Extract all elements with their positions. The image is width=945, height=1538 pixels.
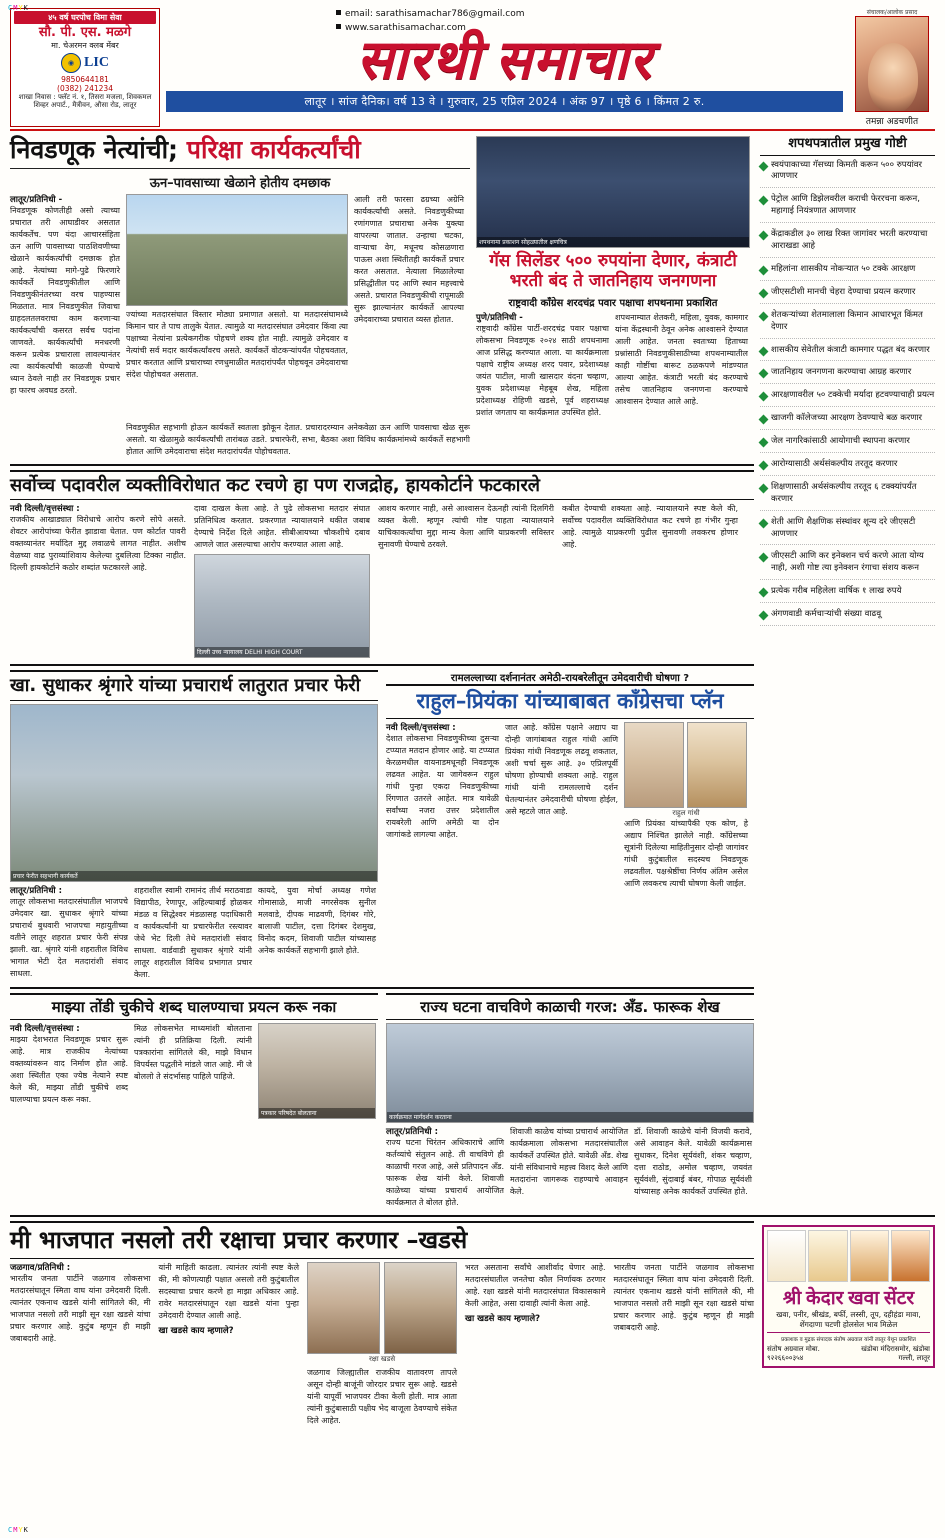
diamond-bullet-icon (759, 346, 769, 356)
diamond-bullet-icon (759, 461, 769, 471)
rahul-photo (624, 722, 684, 808)
gas-subhead: राष्ट्रवादी काँग्रेस शरदचंद्र पवार पक्षाचा शपथनामा प्रकाशित (508, 297, 718, 309)
diamond-bullet-icon (759, 518, 769, 528)
list-item (760, 287, 935, 304)
list-item (760, 551, 935, 580)
diamond-bullet-icon (759, 265, 769, 275)
rail-item-text: शेती आणि शैक्षणिक संस्थांवर शून्य दरे जीएसटी आणणार (771, 516, 916, 539)
ad-contact-left: संतोष अग्रवाल मोबा. ९२२६६००३५४ (767, 1345, 820, 1363)
farooq-col2: शिवाजी काळेच यांच्या प्रचारार्थ आयोजित कार्यक्रमाला लोकसभा मतदारसंघातील कार्यकर्ते उपस्थित होते. यावेळी अँड. शेख यांनी संविधानाचे महत्त्व विशद केले आणि मतदारांना जागरूक राहण्याचे आवाहन केले. (510, 1126, 628, 1196)
anchor-credit: संचालक/आलोक प्रसाद (866, 9, 918, 16)
tongue-photo (258, 1023, 376, 1119)
court-col1: राजकीय आखाड्यात विरोधाचे आरोप करणे सोपे असते. शेवटर आरोपांच्या फेरीत झाडावा घेतात. पण कोर्टात पावरी वक्तव्यानंतर मर्यादित मुद्द लवाळचे लागत नाहीत. अशीच वेळच्या वाढ पुराव्यांशिवाय केलेल्या दुबलित्वा टिक्का नाहीत. दिल्ली हायकोर्टाने कठोर शब्दांत फटकारले आहे. (10, 515, 186, 573)
rail-item-text: जेल नागरिकांसाठी आयोगाची स्थापना करणार (771, 436, 910, 447)
farooq-byline: लातूर/प्रतिनिधी : (386, 1126, 438, 1137)
shringare-col1: लातूर लोकसभा मतदारसंघातील भाजपचे उमेदवार खा. सुधाकर श्रृंगारे यांच्या प्रचारार्थ बुधवारी भाजपचा महायुतीच्या वतीने लातूर शहरात प्रचार फेरी संपन्न झाली. खा. श्रृंगारे यांनी शहरातील विविध भागात भेटी देत मतदारांशी संवाद साधला. (10, 896, 128, 978)
shringare-photo (10, 704, 378, 882)
lead-col3: आली तरी फारसा ढग्रच्या अग्रेनि कार्यकर्त्यांची असते. निवडणुकीच्या रणांगणात प्रचाराचा अनेक युक्त्या वापरल्या जातात. उन्हाचा चटका, वाऱ्याचा वेग, मधूनच कोसळणारा पाऊस अशा स्थितीतही कार्यकर्ते प्रचार करत असतात. नेत्याला मिळालेल्या प्रसिद्धीतील पद आणि स्थान महत्त्वाचे असते. प्रचारात निवडणुकीची रापूमाळी सुरू झाल्यानंतर कार्यकर्ते आपल्या उमेदवाराच्या प्रचारात व्यस्त होतात. (354, 194, 464, 324)
masthead-issue-strip: लातूर । सांज दैनिक। वर्ष 13 वे । गुरुवार, 25 एप्रिल 2024 । अंक 97 । पृष्ठे 6 । किंमत 2 रु. (166, 91, 843, 112)
article-shringare (10, 670, 378, 981)
masthead-center (166, 8, 843, 127)
khadse-question-2: खा खडसे काय म्हणाले? (465, 1313, 541, 1324)
rail-item-text: शिक्षणासाठी अर्थसंकल्पीय तरतूद ६ टक्क्यांपर्यंत करणार (771, 481, 917, 504)
shringare-col3: कायदे, युवा मोर्चा अध्यक्ष गणेश गोमासाळे, माजी नगरसेवक सुनील मलवाडे, दीपक माढवणी, दिगंबर गोरे, बालाजी पाटील, दत्ता दिगंबर देशमुख, विनोद कदम, शिवाजी पाटील यांच्यासह अनेक कार्यकर्ते सहभागी झाले होते. (258, 885, 376, 955)
diamond-bullet-icon (759, 288, 769, 298)
ad-image-barfi (850, 1230, 889, 1282)
newspaper-title: सारथी समाचार (356, 30, 653, 90)
khadse-photo-caption: रक्षा खडसे (368, 1354, 396, 1363)
rail-item-text: शासकीय सेवेतील कंत्राटी कामगार पद्धत बंद करणार (771, 344, 930, 355)
anchor-name: तमन्ना अडचणीत (865, 117, 919, 127)
rahul-photo-caption: राहुल गांधी (672, 808, 700, 817)
list-item (760, 413, 935, 430)
diamond-bullet-icon (759, 392, 769, 402)
registration-mark-top: CMYK (8, 4, 29, 12)
lead-headline-part1: निवडणूक नेत्यांची; (10, 135, 187, 164)
list-item (760, 586, 935, 603)
lead-col4: निवडणुकीत सहभागी होऊन कार्यकर्ते स्वतःला झोकून देतात. प्रचारादरम्यान अनेकवेळा ऊन आणि पावसाचा खेळ सुरू असतो. या खेळामुळे कार्यकर्त्यांची तारांबळ उडते. प्रचारफेरी, सभा, बैठका अशा विविध कार्यक्रमांमध्ये कार्यकर्ते सहभागी होतात आणि उमेदवाराचा संदेश मतदारांपर्यंत पोहोचवतात. (126, 422, 470, 456)
tongue-photo-caption: पत्रकार परिषदेत बोलताना (259, 1108, 375, 1118)
ad-address: शाखा निवास : फ्लॅट नं. १, तिसरा मजला, शिवकमल शिव्हर अपार्ट., मैत्रीवन, औसा रोड, लातूर (18, 92, 152, 110)
rahul-kicker: रामलल्लाच्या दर्शनानंतर अमेठी-रायबरेलीतून उमेदवारीची घोषणा ? (450, 673, 690, 685)
tongue-col2: मिळ लोकसभेत माध्यमांशी बोलताना त्यांनी ही प्रतिक्रिया दिली. त्यांनी पत्रकारांना सांगितले की, माझे विधान विपर्यस्त पद्धतीने मांडले जात आहे. मी जे बोललो ते संदर्भासह पाहिले पाहिजे. (134, 1023, 252, 1081)
divider (10, 1215, 935, 1217)
list-item (760, 609, 935, 626)
khadse-col2: यांनी माहिती काढला. त्यानंतर त्यांनी स्पष्ट केले की, मी कोणत्याही पक्षात असलो तरी कुटुंबातील सदस्याचा प्रचार करणे हा माझा अधिकार आहे. रावेर मतदारसंघातून रक्षा खडसे यांना पुन्हा उमेदवारी देण्यात आली आहे. (158, 1262, 299, 1320)
bullet-square-icon (336, 24, 341, 29)
list-item (760, 345, 935, 362)
khadse-photo-raksha (307, 1262, 380, 1354)
lead-byline: लातूर/प्रतिनिधी - (10, 194, 63, 205)
farooq-col3: डॉ. शिवाजी काळेचे यांनी विजयी करावे, असे आवाहन केले. यावेळी कार्यक्रमास सुधाकर, दिनेश सूर्यवंशी, शंकर चव्हाण, दत्ता राठोड, अमोल चव्हाण, जयवंत सूर्यवंशी, सुंदाबाई बंबर, गोपाळ सूर्यवंशी यांच्यासह अनेक कार्यकर्ते उपस्थित होते. (634, 1126, 752, 1196)
masthead-anchor (849, 8, 935, 127)
rail-item-text: स्वयंपाकाच्या गॅसच्या किमती करून ५०० रुपयांवर आणणार (771, 159, 922, 182)
divider (10, 464, 754, 466)
rail-item-text: पेट्रोल आणि डिझेलवरील कराची फेररचना करून, महागाई नियंत्रणात आणणार (771, 194, 920, 217)
court-col3: आशय करणार नाही, असे आश्वासन देऊनही त्यांनी दिलगिरी व्यक्त केली. म्हणून त्यांची गोष्ट पाहता न्यायालयाने याचिकाकर्त्यांचा मुद्दा मान्य केला आणि याप्रकरणी सविस्तर सुनावणी घेण्याचे ठरवले. (378, 504, 554, 550)
court-photo (194, 554, 370, 658)
lead-subhead: ऊन–पावसाच्या खेळाने होतीय दमछाक (149, 175, 331, 191)
rail-title: शपथपत्रातील प्रमुख गोष्टी (760, 136, 935, 156)
khadse-headline: मी भाजपात नसलो तरी रक्षाचा प्रचार करणार –खडसे (10, 1221, 754, 1259)
registration-mark-bottom: CMYK (8, 1526, 29, 1534)
lic-emblem-icon: ◉ (61, 53, 81, 73)
masthead-advertisement (10, 8, 160, 127)
diamond-bullet-icon (759, 415, 769, 425)
masthead-email: email: sarathisamachar786@gmail.com (345, 9, 525, 19)
khadse-question-1: खा खडसे काय म्हणाले? (158, 1325, 234, 1336)
gas-byline: पुणे/प्रतिनिधी - (476, 312, 523, 323)
rail-item-text: जीएसटीशी मानची चेहरा देण्याचा प्रयत्न करणार (771, 286, 916, 297)
bottom-advertisement (762, 1221, 935, 1427)
gas-headline: गॅस सिलेंडर ५०० रुपयांना देणार, कंत्राटी भरती बंद ते जातनिहाय जनगणना (489, 251, 737, 292)
divider (10, 987, 754, 989)
article-khadse (10, 1221, 754, 1427)
ad-phone: 9850644181 (61, 74, 109, 84)
court-col4: कबीत देण्याची शक्यता आहे. न्यायालयाने स्पष्ट केले की, सर्वोच्च पदावरील व्यक्तिविरोधात कट रचणे हा गंभीर गुन्हा आहे. त्यामुळे याप्रकरणी पुढील सुनावणी लवकरच होणार आहे. (562, 504, 738, 550)
diamond-bullet-icon (759, 611, 769, 621)
rail-item-text: जातनिहाय जनगणना करण्याचा आग्रह करणार (771, 367, 912, 378)
article-rahul (386, 670, 754, 981)
rahul-col2: जात आहे. काँग्रेस पक्षाने अद्याप या दोन्ही जागांबाबत राहुल गांधी आणि प्रियंका गांधी निवडणूक लढवू शकतात, अशी चर्चा सुरू आहे. ३० एप्रिलपूर्वी घोषणा होण्याची शक्यता आहे. राहुल गांधी यांनी रामलल्लाचे दर्शन घेतल्यानंतर उमेदवारीची घोषणा होईल, असे म्हटले जात आहे. (505, 722, 618, 816)
list-item (760, 194, 935, 223)
khadse-col3: जळगाव जिल्ह्यातील राजकीय वातावरण तापले असून दोन्ही बाजूंनी जोरदार प्रचार सुरू आहे. खडसे यांनी यापूर्वी भाजपवर टीका केली होती. मात्र आता त्यांनी कुटुंबासाठी पक्षीय भेद बाजूला ठेवण्याचे संकेत दिले आहेत. (307, 1367, 457, 1425)
divider (10, 664, 754, 666)
ad-contact-right: खंडोबा मंदिरासमोर, खंडोबा गल्ली, लातूर (861, 1345, 930, 1363)
khadse-col4: भरत असताना सर्वांचे आशीर्वाद घेणार आहे. मतदारसंघातील जनतेचा कौल निर्णायक ठरणार आहे. रक्षा खडसे यांनी मतदारसंघात विकासकामे केली आहेत, असा दावाही त्यांनी केला आहे. (465, 1262, 606, 1308)
diamond-bullet-icon (759, 196, 769, 206)
list-item (760, 310, 935, 339)
diamond-bullet-icon (759, 438, 769, 448)
gas-col2: शपथनाम्यात शेतकरी, महिला, युवक, कामगार यांना केंद्रस्थानी ठेवून अनेक आश्वासने देण्यात आली आहेत. जनता स्वतःच्या हिताच्या प्रश्नांसाठी निवडणुकीसाठीच्या शपथनाम्यातील काही गोष्टींचा बारूट ठळकपणे मांडण्यात आल्या आहेत. कंत्राटी भरती बंद करण्याचे तसेच जातनिहाय जनगणना करण्याचे आश्वासन देण्यात आले आहे. (615, 312, 748, 406)
farooq-photo-caption: कार्यक्रमात मार्गदर्शन करताना (387, 1112, 753, 1122)
rahul-col3: आणि प्रियंका यांच्यापैकी एक कोण, हे अद्याप निश्चित झालेले नाही. काँग्रेसच्या सूत्रांनी दिलेल्या माहितीनुसार दोन्ही जागांवर गांधी कुटुंबातील सदस्यच निवडणूक लढवतील. पक्षश्रेष्ठींचा निर्णय अंतिम असेल आणि लवकरच त्याची घोषणा केली जाईल. (624, 818, 748, 888)
khadse-col5: भारतीय जनता पार्टीने जळगाव लोकसभा मतदारसंघातून स्मिता वाघ यांना उमेदवारी दिली. त्यानंतर एकनाथ खडसे यांनी सांगितले की, मी भाजपात नसलो तरी माझी सून रक्षा खडसे यांचा प्रचार करणार आहे. कुटुंब म्हणून ही माझी जबाबदारी आहे. (613, 1262, 754, 1332)
rail-item-text: जीएसटी आणि कर इनेक्शन चर्च करणे आता योग्य नाही, अशी गोष्ट त्या इनेक्शन रंगाचा संशय करून (771, 551, 924, 574)
diamond-bullet-icon (759, 369, 769, 379)
rail-item-text: केंद्राकडील ३० लाख रिक्त जागांवर भरती करण्याचा आराखडा आहे (771, 229, 928, 252)
farooq-headline: राज्य घटना वाचविणे काळाची गरज: अँड. फारूक शेख (386, 993, 754, 1020)
priyanka-photo (687, 722, 747, 808)
article-farooq (386, 993, 754, 1209)
diamond-bullet-icon (759, 311, 769, 321)
rail-item-text: शेतकऱ्यांच्या शेतमालाला किमान आधारभूत किंमत देणार (771, 309, 923, 332)
ad-agent-subtitle: मा. चेअरमन क्लब मेंबर (51, 40, 119, 50)
rail-list (760, 160, 935, 626)
ad-ribbon: ४५ वर्ष घरपोच विमा सेवा (14, 11, 156, 24)
list-item (760, 367, 935, 384)
rail-item-text: आरक्षणावरील ५० टक्केची मर्यादा हटवण्याचाही प्रयत्न (771, 390, 935, 401)
bullet-square-icon (336, 10, 341, 15)
bottom-row (10, 1221, 935, 1427)
rail-item-text: प्रत्येक गरीब महिलेला वार्षिक १ लाख रुपये (771, 586, 902, 597)
gas-photo-caption: शपथनामा प्रकाशन सोहळ्यातील क्षणचित्र (477, 237, 749, 247)
list-item (760, 390, 935, 407)
right-rail (760, 136, 935, 1209)
diamond-bullet-icon (759, 588, 769, 598)
ad-shop-items: खवा, पनीर, श्रीखंड, बर्फी, लस्सी, तूप, दहीहंडा मावा, शेंगदाणा चटणी होलसेल भाव मिळेल (776, 1309, 921, 1330)
rail-item-text: अंगणवाडी कर्मचाऱ्यांची संख्या वाढवू (771, 609, 882, 620)
court-photo-caption: दिल्ली उच्च न्यायालय DELHI HIGH COURT (195, 647, 369, 657)
diamond-bullet-icon (759, 553, 769, 563)
ad-shop-title: श्री केदार खवा सेंटर (782, 1287, 915, 1309)
list-item (760, 229, 935, 258)
shringare-col2: शहराशील स्वामी रामानंद तीर्थ मराठवाडा विद्यापीठ, रेणापूर, अहिल्याबाई होळकर मंडळ व सिद्धेश्वर मंडळासह पदाधिकारी व कार्यकर्त्यांनी या प्रचारफेरीत रस्त्यावर जेथे भेट दिली तेथे मतदारांशी संवाद साधला. वार्डवाडी सुधाकर श्रृंगारे यांनी लातूर शहरातील विविध प्रभागात प्रचार केला. (134, 885, 252, 979)
khadse-photo-eknath (384, 1262, 457, 1354)
anchor-photo (855, 16, 929, 112)
lead-headline-part2: परिक्षा कार्यकर्त्यांची (186, 135, 361, 164)
ad-image-row (767, 1230, 930, 1282)
lic-wordmark: LIC (84, 54, 109, 70)
rail-item-text: आरोग्यासाठी अर्थसंकल्पीय तरतूद करणार (771, 458, 898, 469)
lic-logo-row (61, 53, 109, 73)
court-headline: सर्वोच्च पदावरील व्यक्तीविरोधात कट रचणे हा पण राजद्रोह, हायकोर्टाने फटकारले (10, 470, 754, 501)
list-item (760, 459, 935, 476)
diamond-bullet-icon (759, 231, 769, 241)
farooq-photo (386, 1023, 754, 1123)
rahul-col1: देशात लोकसभा निवडणुकीच्या दुसऱ्या टप्प्यात मतदान होणार आहे. या टप्प्यात केरळमधील वायनाडमधूनही निवडणूक लढवत आहेत. या जागेवरून राहुल गांधी पुन्हा एकदा निवडणुकीच्या रिंगणात उतरले आहेत. मात्र यावेळी सर्वांच्या नजरा उत्तर प्रदेशातील रायबरेली आणि अमेठी या दोन जागांकडे लागल्या आहेत. (386, 733, 499, 839)
tongue-headline: माझ्या तोंडी चुकीचे शब्द घालण्याचा प्रयत्न करू नका (10, 993, 378, 1020)
ad-agent-name: सौ. पी. एस. मळगे (38, 25, 132, 40)
ad-phone-secondary: (0382) 241234 (57, 83, 113, 93)
gas-photo-dais (476, 136, 750, 248)
court-col2: दावा दाखल केला आहे. ते पुढे लोकसभा मतदार संघात प्रतिनिधित्व करतात. प्रकरणात न्यायालयाने थकीत जबाब देण्याचे निर्देश दिले आहेत. सीबीआयच्या चौकशीचे दबाव आणले जात असल्याचा आरोप करण्यात आला आहे. (194, 504, 370, 550)
tongue-col1: माझ्या देशभरात निवडणूक प्रचार सुरू आहे. मात्र राजकीय नेत्यांच्या वक्तव्यांवरून वाद निर्माण होत आहे. अशा स्थितीत एका ज्येष्ठ नेत्याने स्पष्ट केले की, माझ्या तोंडी चुकीचे शब्द घालण्याचा प्रयत्न करू नका. (10, 1034, 128, 1104)
rail-item-text: महिलांना शासकीय नोकऱ्यात ५० टक्के आरक्षण (771, 263, 916, 274)
divider (767, 1332, 930, 1333)
lead-col1: निवडणूक कोणतीही असो त्याच्या प्रचारात तरी आघाडीवर असतात कार्यकर्तेच. पण यंदा आचारसंहिता ऊन आणि पावसाच्या पाठशिवणीच्या खेळाने कार्यकर्त्यांची दमछाक होत आहे. नेत्यांच्या मागे-पुढे फिरणारे कार्यकर्ते निवडणुकीतील आणि निवडणुकीनंतरच्या वरच पाहण्यास मिळतात. मात्र निवडणुकीत जिवाचा ग्राहदलतलवराचा काम करणाऱ्या कार्यकर्त्यांची कसरत सर्वच पदांना जाणवते. कार्यकर्त्यांची मनधरणी करून प्रत्येक प्रचाराला लावल्यानंतर त्या कार्यकर्त्यांची काळजी घेण्याचे ध्यान ठेवले नाही तर निवडणूक प्रचार हा फारच अवघड ठरतो. (10, 205, 120, 395)
shringare-byline: लातूर/प्रतिनिधी : (10, 885, 62, 896)
tongue-byline: नवी दिल्ली/वृत्तसंस्था : (10, 1023, 80, 1034)
rahul-byline: नवी दिल्ली/वृत्तसंस्था : (386, 722, 456, 733)
article-court (10, 470, 754, 659)
list-item (760, 436, 935, 453)
main-column (10, 136, 754, 1209)
diamond-bullet-icon (759, 483, 769, 493)
ad-image-khava (808, 1230, 847, 1282)
gas-col1: राष्ट्रवादी काँग्रेस पार्टी-शरदचंद्र पवार पक्षाचा लोकसभा निवडणूक २०२४ साठी शपथनामा आज प्रसिद्ध करण्यात आला. या कार्यक्रमाला पक्षाचे राष्ट्रीय अध्यक्ष शरद पवार, प्रदेशाध्यक्ष जयंत पाटील, माजी खासदार वंदना चव्हाण, युवक प्रदेशाध्यक्ष मेहबूब शेख, महिला प्रदेशाध्यक्ष रोहिणी खडसे, पूर्व शहराध्यक्ष प्रशांत जगताप या कार्यक्रमात उपस्थित होते. (476, 323, 609, 417)
ad-image-chutney (891, 1230, 930, 1282)
shringare-headline: खा. सुधाकर श्रृंगारे यांच्या प्रचारार्थ लातुरात प्रचार फेरी (10, 670, 378, 701)
court-byline: नवी दिल्ली/वृत्तसंस्था : (10, 504, 80, 515)
page-content (10, 136, 935, 1209)
list-item (760, 160, 935, 189)
khadse-col1: भारतीय जनता पार्टीने जळगाव लोकसभा मतदारसंघातून स्मिता वाघ यांना उमेदवारी दिली. त्यानंतर एकनाथ खडसे यांनी सांगितले की, मी भाजपात नसलो तरी माझी सून रक्षा खडसे यांचा प्रचार करणार आहे. कुटुंब म्हणून ही माझी जबाबदारी आहे. (10, 1273, 151, 1343)
article-tongue (10, 993, 378, 1209)
masthead (10, 8, 935, 131)
rahul-headline: राहुल–प्रियंका यांच्याबाबत काँग्रेसचा प्लॅन (386, 684, 754, 718)
shringare-photo-caption: प्रचार फेरीत सहभागी कार्यकर्ते (11, 871, 377, 881)
masthead-website[interactable]: www.sarathisamachar.com (345, 22, 466, 33)
lead-col2: ज्यांच्या मतदारसंघात विस्तार मोठ्या प्रमाणात असतो. या मतदारसंघामध्ये किमान चार ते पाच तालुके येतात. त्यामुळे या मतदारसंघात उमेदवार किंवा त्या पक्षाच्या नेत्यांना प्रत्येकगरीक पोहचणे शक्य होत नाही. त्यामुळे उमेदवार व नेत्यांची सर्व मदार कार्यकर्त्यांवरच असते. कार्यकर्ते वोटकऱ्यांपर्यंत पोहचवतात, प्रचार करतात आणि प्रचाराच्या रणधुमाळीत मतदारांपर्यंत पोहचवून उमेदवाराचा संदेश पोहोचवत असतात. (126, 309, 348, 379)
lead-headline (10, 136, 470, 169)
list-item (760, 264, 935, 281)
article-lead (10, 136, 754, 458)
list-item (760, 482, 935, 511)
diamond-bullet-icon (759, 161, 769, 171)
farooq-col1: राज्य घटना चिरंतन अधिकाराचे आणि कर्तव्यांचे संतुलन आहे. ती वाचविणे ही काळाची गरज आहे, असे प्रतिपादन अँड. फारूक शेख यांनी केले. शिवाजी काळेच्या यांच्या प्रचारार्थ आयोजित कार्यक्रमात ते बोलत होते. (386, 1137, 504, 1207)
rail-item-text: खाजगी कॉलेजच्या आरक्षण ठेवण्याचे बळ करणार (771, 413, 923, 424)
khadse-byline: जळगाव/प्रतिनिधी : (10, 1262, 71, 1273)
list-item (760, 517, 935, 546)
ad-print-note: प्रकाशक व मुद्रक संपादक संतोष अग्रवाल यांनी लातूर येथून प्रकाशित (781, 1337, 916, 1344)
ad-image-paneer (767, 1230, 806, 1282)
lead-photo-rally (126, 194, 348, 306)
